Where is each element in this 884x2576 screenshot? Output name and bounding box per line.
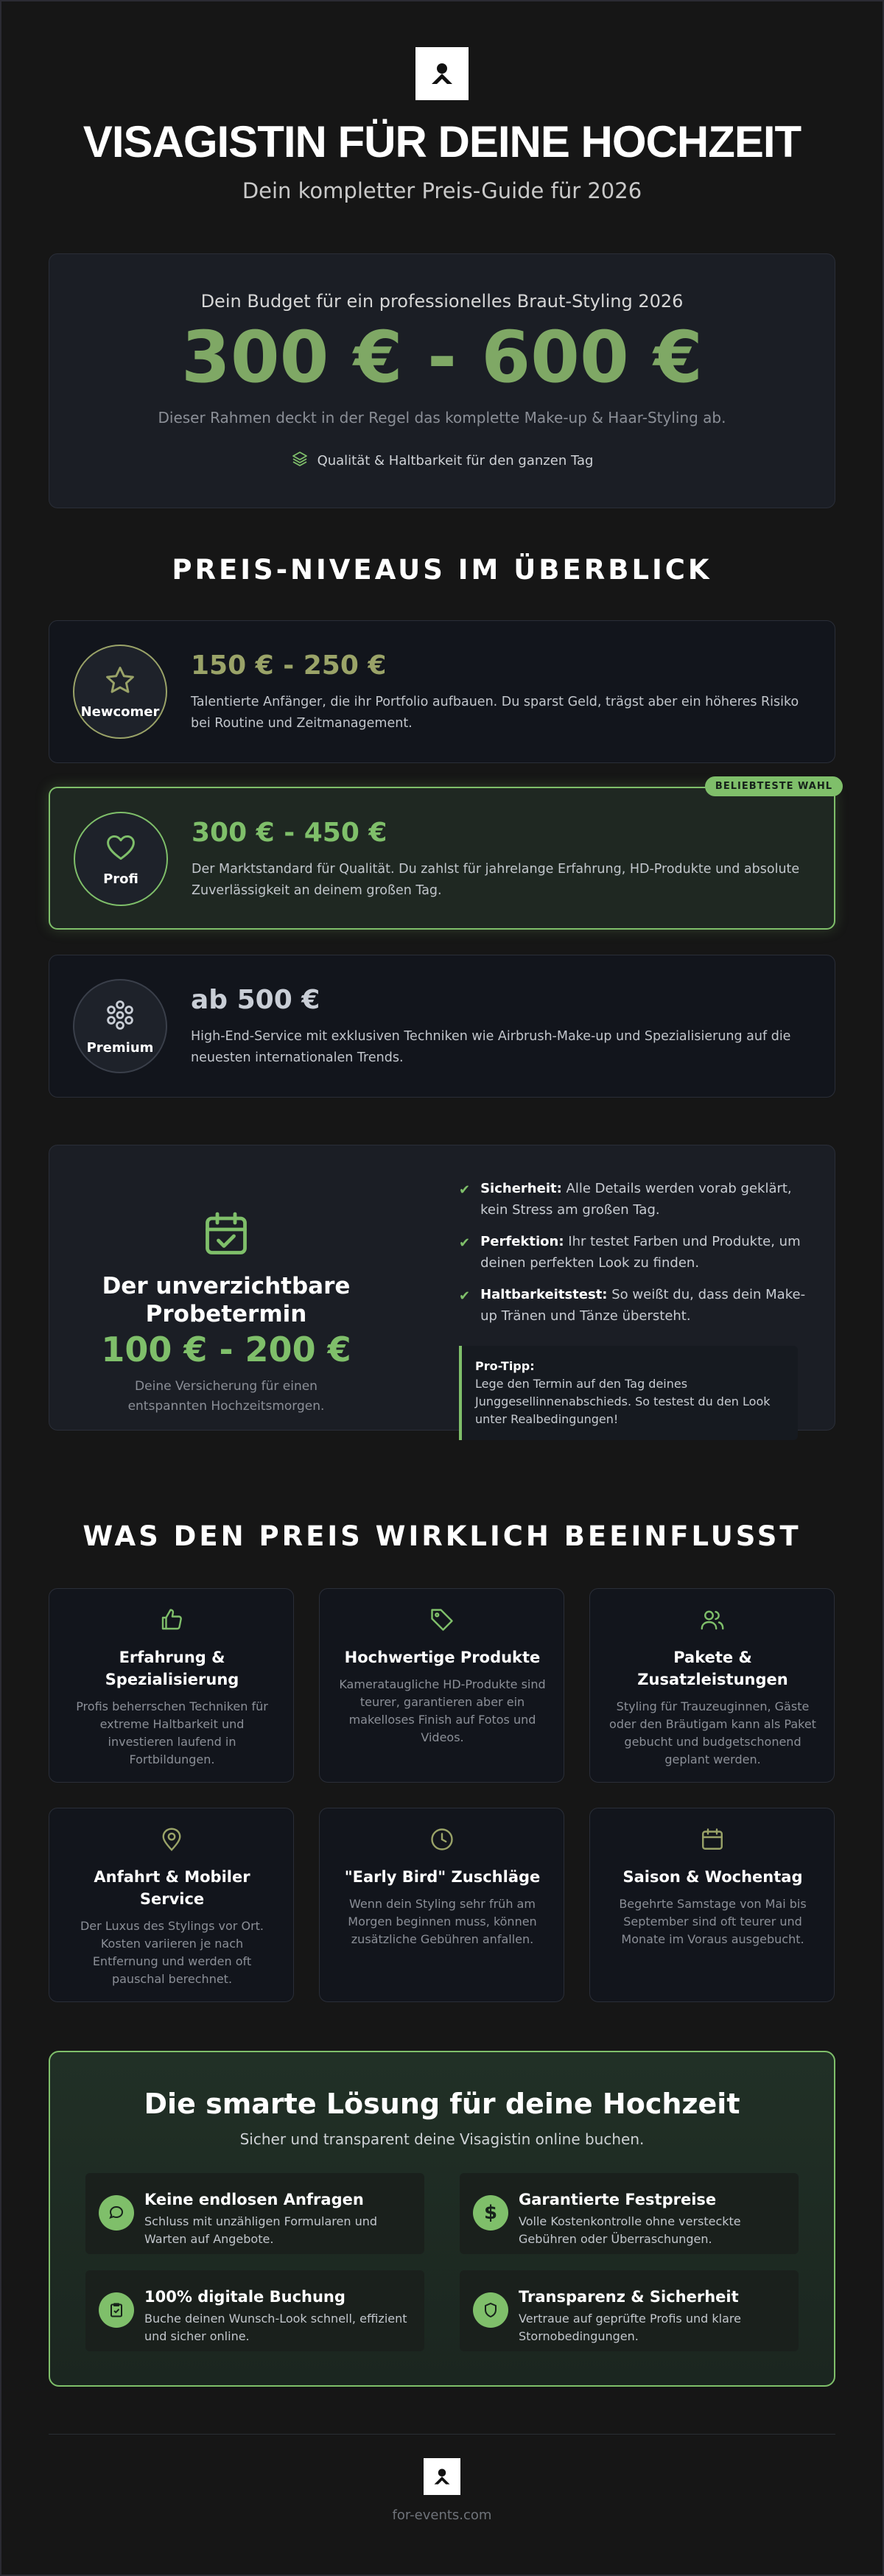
list-item	[459, 1231, 813, 1274]
shield-icon	[473, 2292, 508, 2328]
tag-icon	[320, 1607, 564, 1633]
factor-card	[589, 1588, 835, 1783]
page-title: VISAGISTIN FÜR DEINE HOCHZEIT	[83, 117, 801, 166]
factor-card	[49, 1588, 294, 1783]
factor-title: Erfahrung & Spezialisierung	[105, 1649, 239, 1688]
benefit-label: Perfektion:	[480, 1234, 564, 1249]
trial-benefits-list	[459, 1178, 813, 1337]
tier-price: 150 € - 250 €	[191, 650, 387, 681]
factor-title: "Early Bird" Zuschläge	[344, 1868, 541, 1886]
sparkle-ring-icon	[102, 997, 138, 1036]
budget-badge-text: Qualität & Haltbarkeit für den ganzen Tag	[317, 453, 594, 468]
calendar-icon	[590, 1826, 834, 1853]
feature-title: Transparenz & Sicherheit	[519, 2288, 739, 2306]
tier-badge	[73, 645, 167, 739]
tier-label: Premium	[86, 1039, 154, 1056]
factor-title: Pakete & Zusatzleistungen	[637, 1649, 788, 1688]
clock-icon	[320, 1826, 564, 1853]
check-icon: ✔	[459, 1182, 471, 1198]
tier-card-profi	[49, 781, 835, 930]
page-subtitle: Dein kompletter Preis-Guide für 2026	[242, 178, 642, 203]
chat-bubble-icon	[99, 2195, 134, 2231]
tier-description: High-End-Service mit exklusiven Techniken wie Airbrush-Make-up und Spezialisierung auf die neuesten internationalen Trends.	[191, 1029, 791, 1065]
tier-badge	[73, 979, 167, 1073]
tier-price: ab 500 €	[191, 985, 320, 1015]
tier-description: Der Marktstandard für Qualität. Du zahlst für jahrelange Erfahrung, HD-Produkte und absolute Zuverlässigkeit an deinem großen Tag.	[192, 862, 800, 898]
brand-logo[interactable]	[415, 47, 469, 100]
calendar-check-icon	[200, 1207, 253, 1263]
layers-icon	[291, 450, 309, 471]
smart-title: Die smarte Lösung für deine Hochzeit	[144, 2088, 740, 2120]
tier-label: Profi	[103, 871, 138, 887]
footer-domain-link[interactable]: for-events.com	[392, 2507, 492, 2523]
star-icon	[104, 664, 136, 700]
levels-heading: PREIS-NIVEAUS IM ÜBERBLICK	[172, 554, 712, 586]
tier-label: Newcomer	[80, 703, 160, 720]
trial-title: Der unverzichtbare Probetermin	[102, 1273, 351, 1327]
check-icon: ✔	[459, 1235, 471, 1251]
feature-item	[85, 2173, 424, 2254]
budget-note: Dieser Rahmen deckt in der Regel das komplette Make-up & Haar-Styling ab.	[158, 409, 726, 427]
factor-card	[319, 1808, 564, 2002]
tier-card-premium	[49, 955, 835, 1098]
factor-description: Styling für Trauzeuginnen, Gäste oder den Bräutigam kann als Paket gebucht und budgetschonend geplant werden.	[609, 1699, 816, 1766]
feature-item	[460, 2173, 799, 2254]
benefit-label: Haltbarkeitstest:	[480, 1287, 608, 1302]
pro-tip-text: Lege den Termin auf den Tag deines Junggesellinnenabschieds. So testest du den Look unter Realbedingungen!	[475, 1377, 771, 1426]
factor-description: Kamerataugliche HD-Produkte sind teurer, garantieren aber ein makelloses Finish auf Fotos und Videos.	[339, 1677, 546, 1744]
feature-description: Vertraue auf geprüfte Profis und klare Stornobedingungen.	[519, 2312, 741, 2343]
benefit-text: Ihr testet Farben und Produkte, um deinen perfekten Look zu finden.	[480, 1234, 801, 1271]
users-icon	[590, 1607, 834, 1633]
list-item	[459, 1178, 813, 1221]
smart-solution-card	[49, 2051, 835, 2387]
feature-description: Volle Kostenkontrolle ohne versteckte Gebühren oder Überraschungen.	[519, 2214, 741, 2246]
budget-price: 300 € - 600 €	[181, 316, 703, 399]
budget-badge	[49, 450, 835, 471]
factor-description: Der Luxus des Stylings vor Ort. Kosten variieren je nach Entfernung und werden oft pauschal berechnet.	[80, 1919, 264, 1986]
feature-description: Schluss mit unzähligen Formularen und Warten auf Angebote.	[144, 2214, 377, 2246]
tier-badge	[74, 812, 168, 906]
benefit-label: Sicherheit:	[480, 1181, 562, 1196]
dollar-icon: $	[473, 2195, 508, 2231]
feature-item	[460, 2270, 799, 2351]
factor-card	[319, 1588, 564, 1783]
benefit-text: So weißt du, dass dein Make-up Tränen und Tänze übersteht.	[480, 1287, 806, 1324]
factor-card	[589, 1808, 835, 2002]
benefit-text: Alle Details werden vorab geklärt, kein Stress am großen Tag.	[480, 1181, 792, 1218]
check-icon: ✔	[459, 1288, 471, 1304]
factor-description: Begehrte Samstage von Mai bis September sind oft teurer und Monate im Voraus ausgebucht.	[619, 1897, 807, 1946]
footer-logo[interactable]	[424, 2458, 460, 2495]
budget-card	[49, 253, 835, 508]
clipboard-check-icon	[99, 2292, 134, 2328]
trial-price: 100 € - 200 €	[101, 1330, 351, 1369]
pro-tip-title: Pro-Tipp:	[475, 1359, 535, 1373]
factor-title: Saison & Wochentag	[622, 1868, 803, 1886]
feature-title: 100% digitale Buchung	[144, 2288, 345, 2306]
feature-description: Buche deinen Wunsch-Look schnell, effizient und sicher online.	[144, 2312, 407, 2343]
footer-divider	[49, 2434, 835, 2435]
factor-card	[49, 1808, 294, 2002]
map-pin-icon	[49, 1826, 293, 1853]
popular-ribbon: BELIEBTESTE WAHL	[705, 776, 843, 796]
factor-description: Wenn dein Styling sehr früh am Morgen beginnen muss, können zusätzliche Gebühren anfallen.	[348, 1897, 537, 1946]
trial-appointment-card	[49, 1145, 835, 1431]
feature-title: Garantierte Festpreise	[519, 2191, 717, 2208]
factor-title: Hochwertige Produkte	[344, 1649, 541, 1666]
heart-icon	[105, 832, 137, 867]
list-item	[459, 1284, 813, 1327]
trial-note: Deine Versicherung für einen entspannten Hochzeitsmorgen.	[127, 1379, 325, 1414]
factor-title: Anfahrt & Mobiler Service	[94, 1868, 250, 1908]
thumbs-up-icon	[49, 1607, 293, 1633]
budget-lead: Dein Budget für ein professionelles Braut-Styling 2026	[200, 291, 684, 312]
smart-subtitle: Sicher und transparent deine Visagistin online buchen.	[239, 2130, 645, 2148]
feature-title: Keine endlosen Anfragen	[144, 2191, 364, 2208]
tier-card-newcomer	[49, 620, 835, 763]
factors-heading: WAS DEN PREIS WIRKLICH BEEINFLUSST	[83, 1520, 801, 1552]
pro-tip-box	[459, 1346, 798, 1440]
feature-item	[85, 2270, 424, 2351]
factor-description: Profis beherrschen Techniken für extreme Haltbarkeit und investieren laufend in Fortbildungen.	[76, 1699, 268, 1766]
tier-price: 300 € - 450 €	[192, 818, 387, 848]
tier-description: Talentierte Anfänger, die ihr Portfolio aufbauen. Du sparst Geld, trägst aber ein höheres Risiko bei Routine und Zeitmanagement.	[191, 695, 799, 731]
